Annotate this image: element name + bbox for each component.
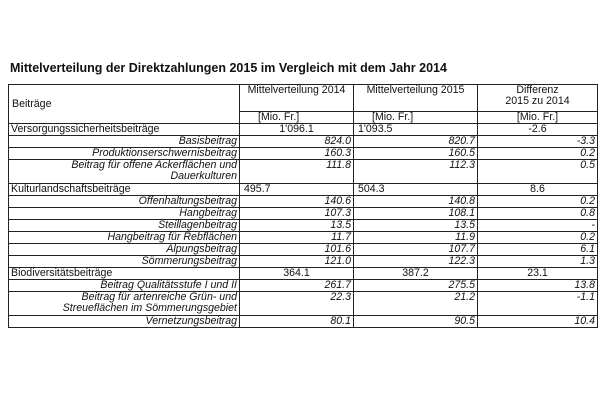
row-value-2015: 275.5 (354, 280, 478, 292)
category-value-2015: 504.3 (354, 184, 478, 196)
row-value-2014: 101.6 (240, 244, 354, 256)
row-value-2014: 80.1 (240, 316, 354, 328)
row-diff: 1.3 (478, 256, 598, 268)
row-label: Sömmerungsbeitrag (9, 256, 240, 268)
category-value-2015: 387.2 (354, 268, 478, 280)
category-diff: -2.6 (478, 124, 598, 136)
category-row (9, 184, 598, 196)
table-row (9, 220, 598, 232)
row-value-2015: 90.5 (354, 316, 478, 328)
header-diff-line1: Differenz (516, 84, 559, 96)
row-value-2015: 21.2 (354, 292, 478, 316)
row-label: Offenhaltungsbeitrag (9, 196, 240, 208)
table-row (9, 196, 598, 208)
row-label-line1: Beitrag für artenreiche Grün- und (81, 291, 237, 303)
row-label-line2: Streueflächen im Sömmerungsgebiet (62, 302, 237, 314)
table-row (9, 316, 598, 328)
category-row (9, 268, 598, 280)
category-value-2014: 1'096.1 (240, 124, 354, 136)
row-diff: 0.8 (478, 208, 598, 220)
category-label: Versorgungssicherheitsbeiträge (9, 124, 240, 136)
category-value-2014: 495.7 (240, 184, 354, 196)
table-row (9, 208, 598, 220)
row-label: Hangbeitrag (9, 208, 240, 220)
row-diff: 0.5 (478, 160, 598, 184)
row-value-2015: 13.5 (354, 220, 478, 232)
row-diff: 0.2 (478, 196, 598, 208)
row-value-2014: 11.7 (240, 232, 354, 244)
row-value-2015: 11.9 (354, 232, 478, 244)
unit-2015: [Mio. Fr.] (354, 112, 478, 124)
header-2015: Mittelverteilung 2015 (354, 85, 478, 112)
row-value-2015: 112.3 (354, 160, 478, 184)
row-value-2014: 140.6 (240, 196, 354, 208)
table-row (9, 244, 598, 256)
row-label: Hangbeitrag für Rebflächen (9, 232, 240, 244)
row-diff: 6.1 (478, 244, 598, 256)
row-diff: 0.2 (478, 232, 598, 244)
category-value-2015: 1'093.5 (354, 124, 478, 136)
row-diff: - (478, 220, 598, 232)
row-diff: -3.3 (478, 136, 598, 148)
unit-2014: [Mio. Fr.] (240, 112, 354, 124)
category-diff: 23.1 (478, 268, 598, 280)
row-value-2014: 121.0 (240, 256, 354, 268)
header-2014: Mittelverteilung 2014 (240, 85, 354, 112)
row-value-2015: 140.8 (354, 196, 478, 208)
row-value-2014: 13.5 (240, 220, 354, 232)
table-row (9, 292, 598, 316)
row-value-2015: 108.1 (354, 208, 478, 220)
table-row (9, 136, 598, 148)
header-beitraege: Beiträge (9, 85, 240, 124)
unit-diff: [Mio. Fr.] (478, 112, 598, 124)
table-title: Mittelverteilung der Direktzahlungen 2015 im Vergleich mit dem Jahr 2014 (10, 61, 447, 75)
row-value-2015: 107.7 (354, 244, 478, 256)
row-label: Beitrag Qualitätsstufe I und II (9, 280, 240, 292)
row-label (9, 160, 240, 184)
table-row (9, 160, 598, 184)
row-label: Vernetzungsbeitrag (9, 316, 240, 328)
row-value-2015: 160.5 (354, 148, 478, 160)
row-diff: -1.1 (478, 292, 598, 316)
row-label: Alpungsbeitrag (9, 244, 240, 256)
row-value-2015: 122.3 (354, 256, 478, 268)
row-value-2014: 22.3 (240, 292, 354, 316)
category-label: Kulturlandschaftsbeiträge (9, 184, 240, 196)
row-value-2014: 824.0 (240, 136, 354, 148)
row-label: Steillagenbeitrag (9, 220, 240, 232)
header-row (9, 85, 598, 112)
table-row (9, 148, 598, 160)
row-label (9, 292, 240, 316)
row-diff: 13.8 (478, 280, 598, 292)
row-value-2014: 261.7 (240, 280, 354, 292)
row-value-2014: 111.8 (240, 160, 354, 184)
row-value-2014: 107.3 (240, 208, 354, 220)
row-label: Basisbeitrag (9, 136, 240, 148)
table-row (9, 280, 598, 292)
table-row (9, 232, 598, 244)
category-value-2014: 364.1 (240, 268, 354, 280)
category-row (9, 124, 598, 136)
row-label: Produktionserschwernisbeitrag (9, 148, 240, 160)
direct-payments-table (8, 84, 598, 328)
header-diff (478, 85, 598, 112)
category-diff: 8.6 (478, 184, 598, 196)
category-label: Biodiversitätsbeiträge (9, 268, 240, 280)
header-diff-line2: 2015 zu 2014 (505, 95, 570, 107)
row-label-line1: Beitrag für offene Ackerflächen und (71, 159, 237, 171)
row-value-2015: 820.7 (354, 136, 478, 148)
table-row (9, 256, 598, 268)
row-diff: 0.2 (478, 148, 598, 160)
row-label-line2: Dauerkulturen (170, 170, 237, 182)
row-value-2014: 160.3 (240, 148, 354, 160)
row-diff: 10.4 (478, 316, 598, 328)
